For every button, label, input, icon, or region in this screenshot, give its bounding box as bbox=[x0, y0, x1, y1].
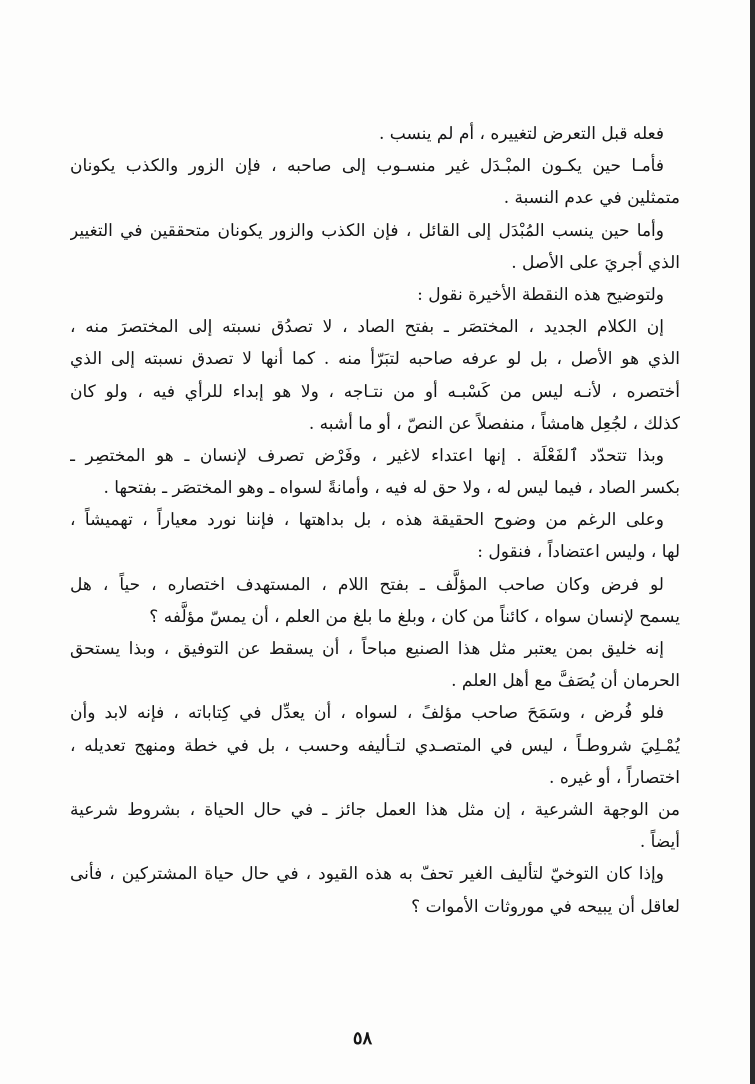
text-line: أختصره ، لأنـه ليس من كَسْبـه أو من نتـاجه ، ولا هو إبداء للرأي فيه ، ولو كان bbox=[70, 381, 680, 402]
text-line: وبذا تتحدّد ٱلفَعْلَة . إنها اعتداء لاغير ، وفَرْض تصرف لإنسان ـ هو المختصِر ـ bbox=[70, 445, 664, 466]
text-line: بكسر الصاد ، فيما ليس له ، ولا حق له فيه ، وأمانةً لسواه ـ وهو المختصَر ـ بفتحها . bbox=[103, 478, 680, 499]
page-edge-shadow bbox=[750, 0, 755, 1084]
text-line: من الوجهة الشرعية ، إن مثل هذا العمل جائز ـ في حال الحياة ، بشروط شرعية bbox=[70, 799, 680, 820]
text-line: يسمح لإنسان سواه ، كائناً من كان ، وبلغ ما بلغ من العلم ، أن يمسّ مؤلَّفه ؟ bbox=[149, 606, 680, 627]
text-line: وعلى الرغم من وضوح الحقيقة هذه ، بل بداهتها ، فإننا نورد معياراً ، تهميشاً ، bbox=[70, 510, 664, 531]
text-line: الحرمان أن يُصَفَّ مع أهل العلم . bbox=[451, 671, 680, 692]
text-line: لو فرض وكان صاحب المؤلَّف ـ بفتح اللام ، المستهدف اختصاره ، حياً ، هل bbox=[70, 574, 664, 595]
text-line: ولتوضيح هذه النقطة الأخيرة نقول : bbox=[417, 284, 664, 305]
text-line: اختصاراً ، أو غيره . bbox=[549, 767, 680, 788]
text-line: الذي أجريَ على الأصل . bbox=[511, 252, 680, 273]
body-text bbox=[70, 118, 680, 923]
text-line: وإذا كان التوخيّ لتأليف الغير تحفّ به هذه القيود ، في حال حياة المشتركين ، فأنى bbox=[70, 864, 664, 885]
text-line: لها ، وليس اعتضاداً ، فنقول : bbox=[477, 542, 680, 563]
text-line: إنه خليق بمن يعتبر مثل هذا الصنيع مباحاً ، أن يسقط عن التوفيق ، وبذا يستحق bbox=[70, 639, 664, 659]
text-line: فأمـا حين يكـون المبْـدَل غير منسـوب إلى صاحبه ، فإن الزور والكذب يكونان bbox=[70, 156, 664, 177]
text-line: يُمْـلِيَ شروطـاً ، ليس في المتصـدي لتـأليفه وحسب ، بل في خطة ومنهج تعديله ، bbox=[70, 735, 680, 756]
text-line: متمثلين في عدم النسبة . bbox=[503, 188, 680, 209]
text-line: لعاقل أن يبيحه في موروثات الأموات ؟ bbox=[411, 896, 680, 917]
text-line: أيضاً . bbox=[639, 832, 680, 853]
text-line: فلو فُرض ، وسَمَحَ صاحب مؤلفً ، لسواه ، أن يعدِّل في كِتاباته ، فإنه لابد وأن bbox=[70, 703, 664, 724]
text-line: فعله قبل التعرض لتغييره ، أم لم ينسب . bbox=[378, 124, 664, 144]
text-line: وأما حين ينسب المُبْدَل إلى القائل ، فإن الكذب والزور يكونان متحققين في التغيير bbox=[70, 220, 664, 241]
text-line: الذي هو الأصل ، بل لو عرفه صاحبه لتبَرّأ منه . كما أنها لا تصدق نسبته إلى الذي bbox=[70, 349, 680, 370]
page-number: ٥٨ bbox=[352, 1028, 373, 1049]
text-line: إن الكلام الجديد ، المختصَر ـ بفتح الصاد ، لا تصدُق نسبته إلى المختصرَ منه ، bbox=[70, 317, 664, 338]
text-line: كذلك ، لجُعِل هامشاً ، منفصلاً عن النصّ ، أو ما أشبه . bbox=[308, 413, 680, 434]
